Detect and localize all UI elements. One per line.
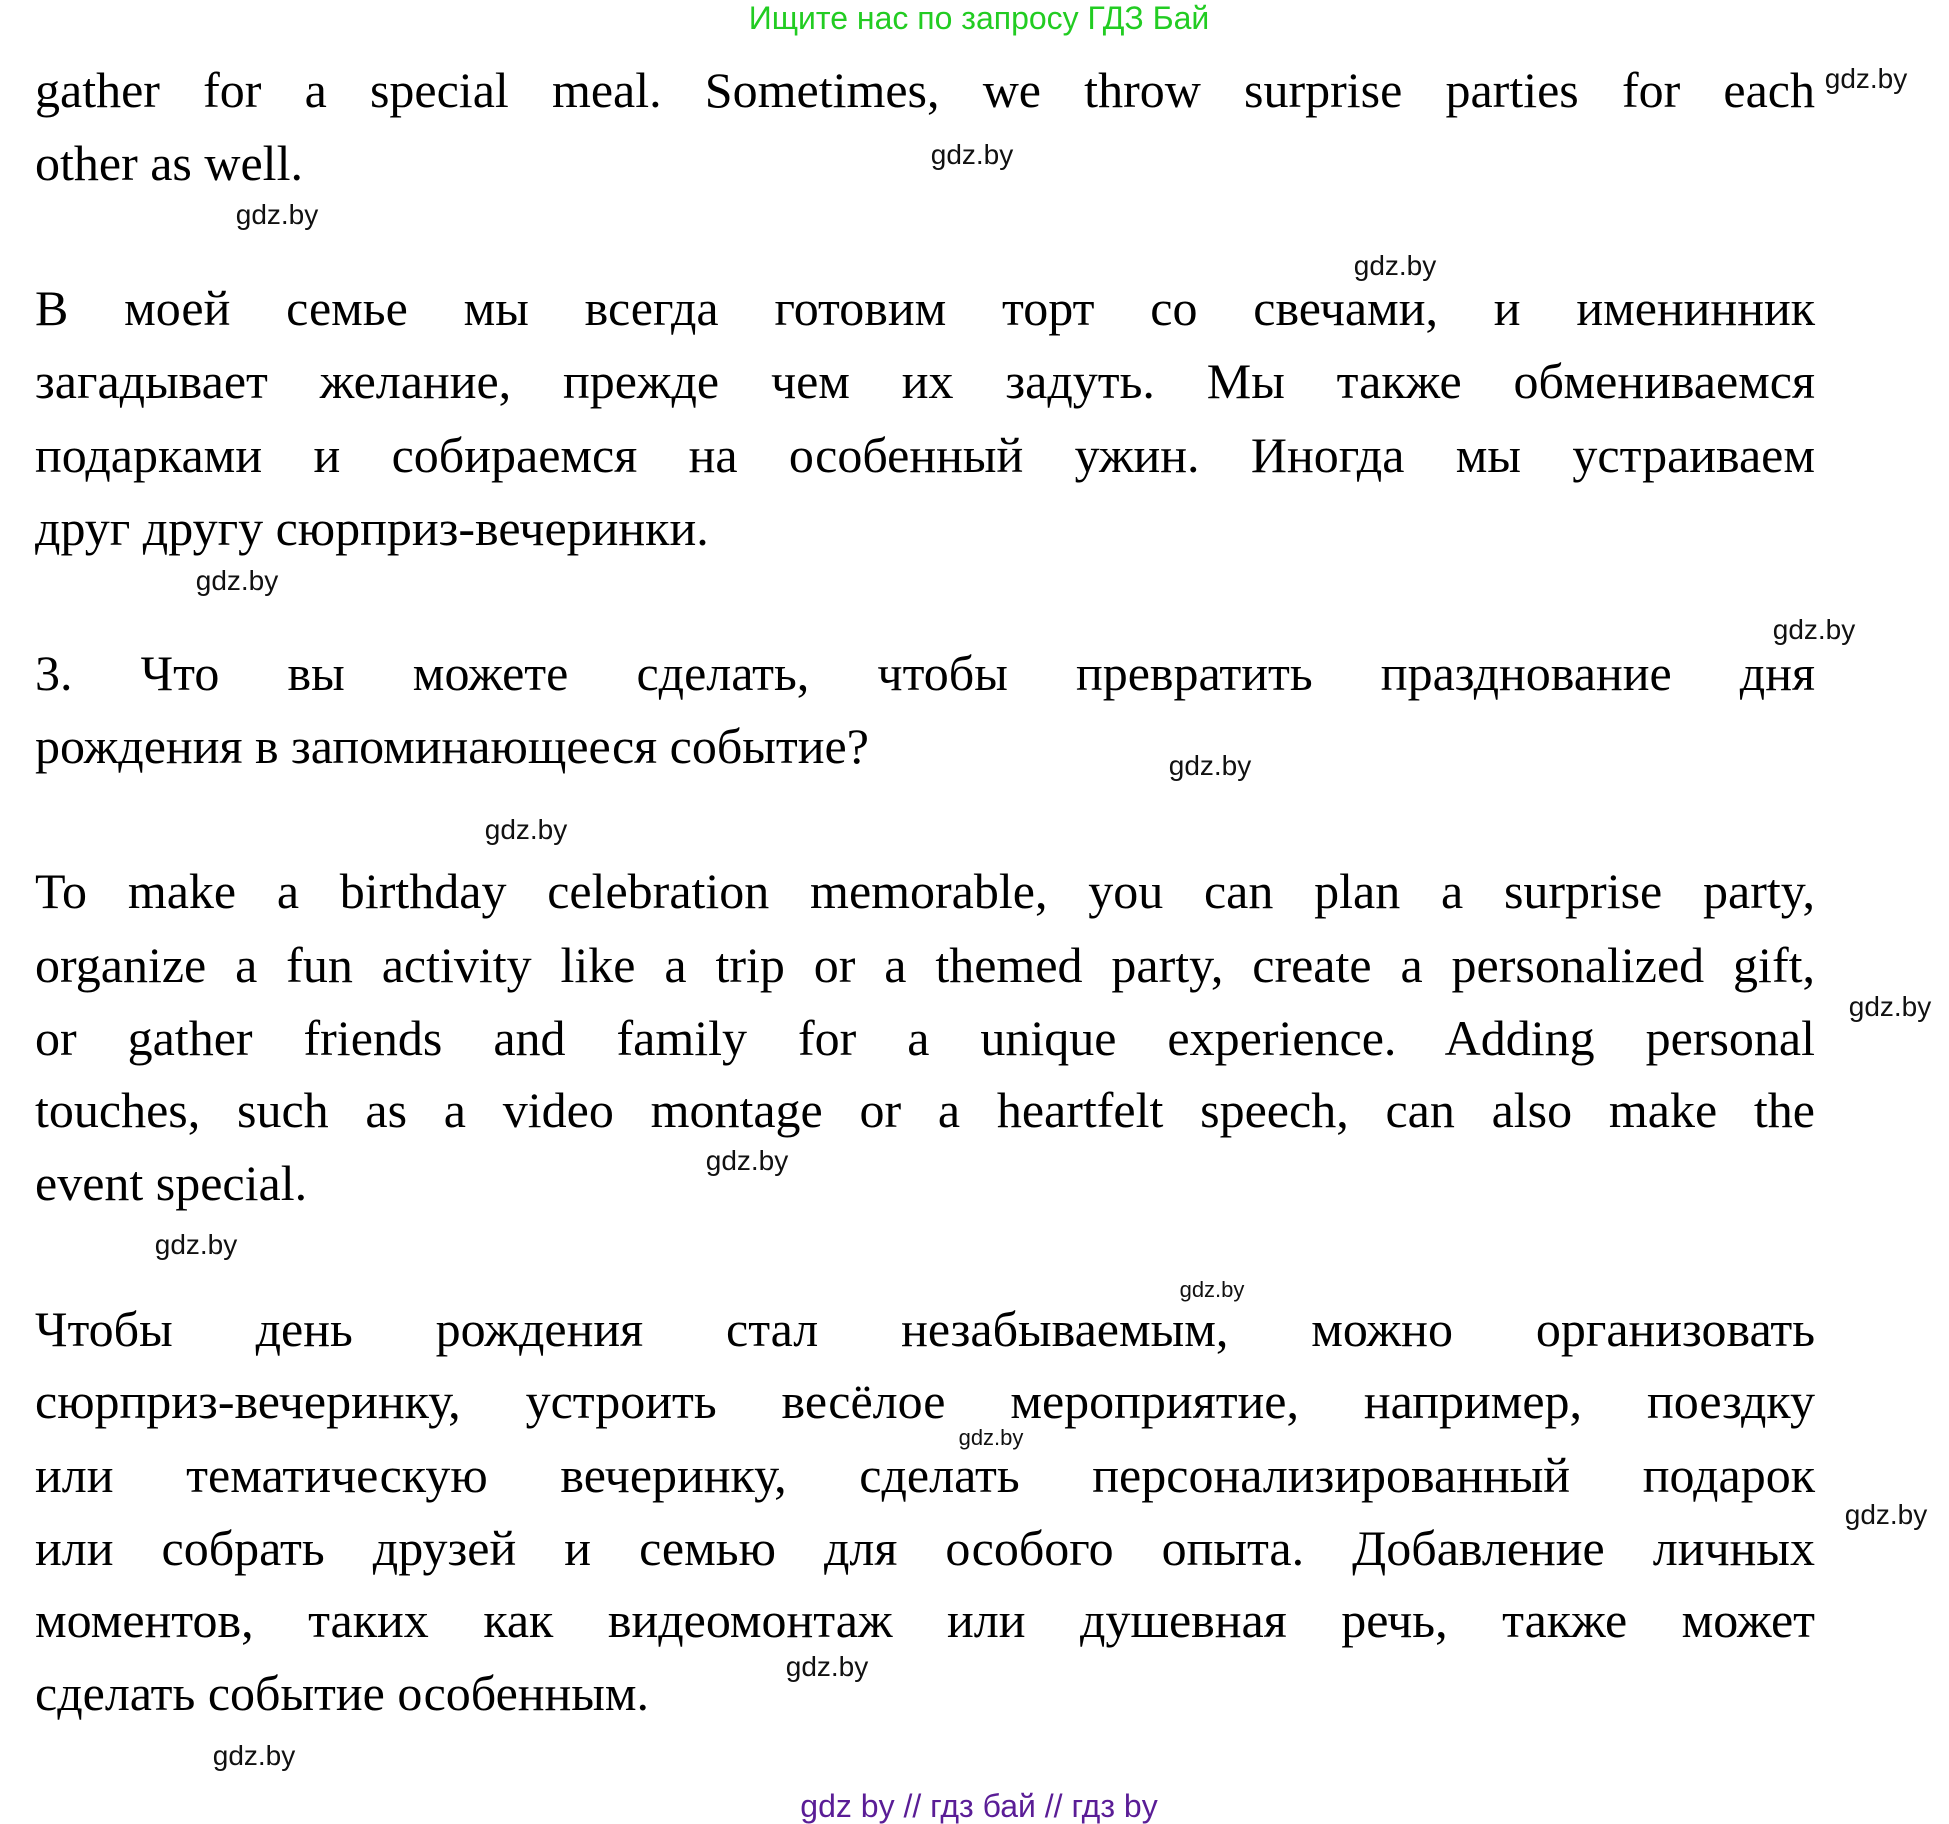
watermark: gdz.by [1772, 614, 1856, 645]
paragraph-5-line: сюрприз-вечеринку, устроить весёлое мероприятие, например, поездку [35, 1373, 1815, 1429]
paragraph-5-line: моментов, таких как видеомонтаж или душевная речь, также может [35, 1592, 1815, 1648]
paragraph-2-line: В моей семье мы всегда готовим торт со свечами, и именинник [35, 280, 1815, 336]
paragraph-4-line: organize a fun activity like a trip or a themed party, create a personalized gift, [35, 937, 1815, 993]
watermark: gdz.by [1824, 63, 1908, 94]
watermark: gdz.by [484, 814, 568, 845]
paragraph-4-line: touches, such as a video montage or a heartfelt speech, can also make the [35, 1082, 1815, 1138]
watermark: gdz.by [958, 1425, 1024, 1450]
watermark: gdz.by [1848, 991, 1932, 1022]
watermark: gdz.by [1168, 750, 1252, 781]
paragraph-4-line: To make a birthday celebration memorable, you can plan a surprise party, [35, 863, 1815, 919]
paragraph-4-line: event special. [35, 1155, 308, 1211]
watermark: gdz.by [154, 1229, 238, 1260]
paragraph-2-line: загадывает желание, прежде чем их задуть. Мы также обмениваемся [35, 353, 1815, 409]
paragraph-5-line: Чтобы день рождения стал незабываемым, можно организовать [35, 1301, 1815, 1357]
paragraph-1-line: other as well. [35, 135, 303, 191]
watermark: gdz.by [1353, 250, 1437, 281]
paragraph-5-line: сделать событие особенным. [35, 1665, 650, 1721]
paragraph-5-line: или тематическую вечеринку, сделать персонализированный подарок [35, 1447, 1815, 1503]
paragraph-2-line: подарками и собираемся на особенный ужин. Иногда мы устраиваем [35, 427, 1815, 483]
paragraph-4-line: or gather friends and family for a unique experience. Adding personal [35, 1010, 1815, 1066]
paragraph-3-line: 3. Что вы можете сделать, чтобы превратить празднование дня [35, 645, 1815, 701]
watermark: gdz.by [930, 139, 1014, 170]
footer-banner[interactable]: gdz by // гдз бай // гдз by [800, 1788, 1158, 1824]
paragraph-5-line: или собрать друзей и семью для особого опыта. Добавление личных [35, 1520, 1815, 1576]
paragraph-1-line: gather for a special meal. Sometimes, we throw surprise parties for each [35, 62, 1815, 118]
header-banner: Ищите нас по запросу ГДЗ Бай [748, 0, 1210, 36]
watermark: gdz.by [212, 1740, 296, 1771]
watermark: gdz.by [705, 1145, 789, 1176]
watermark: gdz.by [1179, 1277, 1245, 1302]
paragraph-3-line: рождения в запоминающееся событие? [35, 718, 869, 774]
watermark: gdz.by [235, 199, 319, 230]
paragraph-2-line: друг другу сюрприз-вечеринки. [35, 500, 709, 556]
watermark: gdz.by [1844, 1499, 1928, 1530]
watermark: gdz.by [785, 1651, 869, 1682]
watermark: gdz.by [195, 565, 279, 596]
